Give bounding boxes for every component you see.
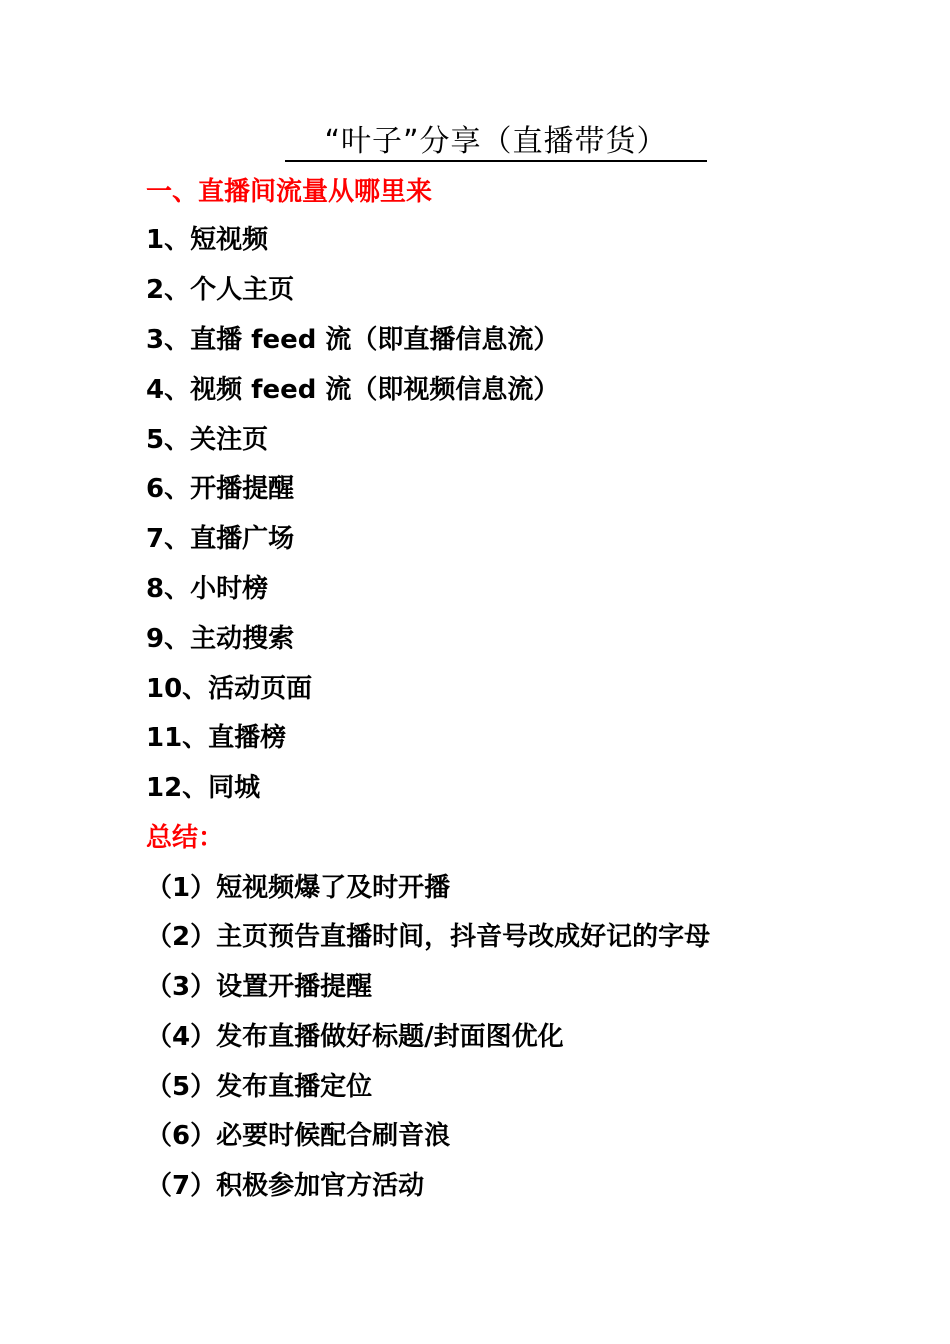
document-title: “叶子”分享（直播带货） (324, 124, 668, 159)
list-item-3: 3、直播 feed 流（即直播信息流） (146, 325, 560, 355)
list-item-6: 6、开播提醒 (146, 474, 295, 504)
list-item-10: 10、活动页面 (146, 674, 313, 704)
summary-item-1: （1）短视频爆了及时开播 (146, 873, 451, 903)
title-underline (285, 160, 707, 162)
list-item-7: 7、直播广场 (146, 524, 295, 554)
summary-item-3: （3）设置开播提醒 (146, 972, 373, 1002)
list-item-2: 2、个人主页 (146, 275, 295, 305)
list-item-1: 1、短视频 (146, 225, 269, 255)
list-item-9: 9、主动搜索 (146, 624, 295, 654)
list-item-5: 5、关注页 (146, 425, 269, 455)
summary-item-5: （5）发布直播定位 (146, 1072, 373, 1102)
summary-heading: 总结： (146, 823, 225, 853)
summary-item-2: （2）主页预告直播时间，抖音号改成好记的字母 (146, 922, 711, 952)
list-item-4: 4、视频 feed 流（即视频信息流） (146, 375, 560, 405)
summary-item-6: （6）必要时候配合刷音浪 (146, 1121, 451, 1151)
list-item-8: 8、小时榜 (146, 574, 269, 604)
list-item-11: 11、直播榜 (146, 723, 287, 753)
list-item-12: 12、同城 (146, 773, 261, 803)
summary-item-4: （4）发布直播做好标题/封面图优化 (146, 1022, 564, 1052)
section-heading-traffic-sources: 一、直播间流量从哪里来 (146, 177, 433, 207)
summary-item-7: （7）积极参加官方活动 (146, 1171, 425, 1201)
